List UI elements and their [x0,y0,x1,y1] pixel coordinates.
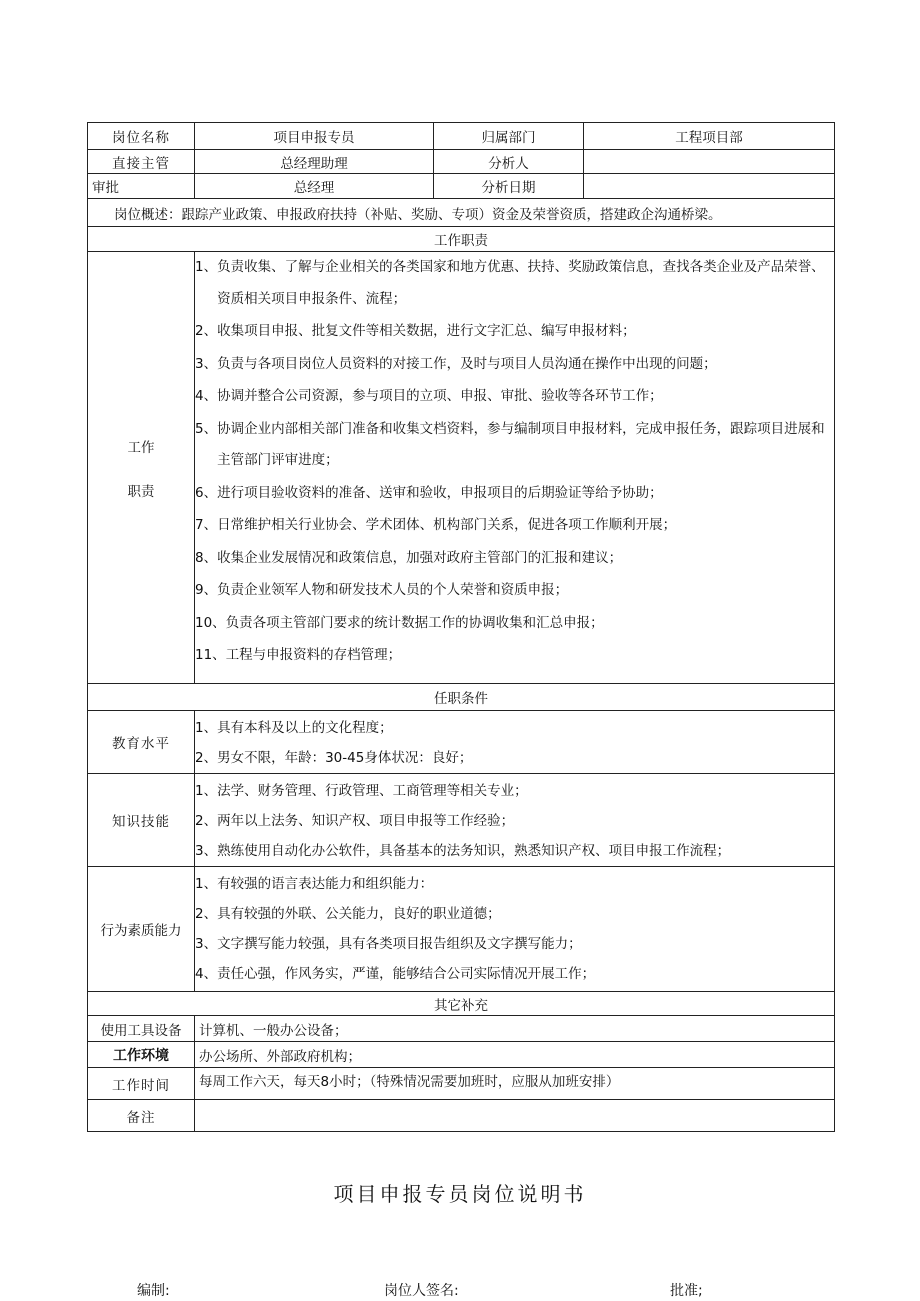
approval-label: 审批 [88,174,195,199]
item-number: 11、 [195,647,226,663]
item-number: 3、 [195,355,218,372]
item-text: 负责收集、了解与企业相关的各类国家和地方优惠、扶持、奖励政策信息，查找各类企业及产品荣誉、资质相关项目申报条件、流程； [217,259,825,307]
list-item [195,959,828,989]
requirements-section-title: 任职条件 [88,684,835,711]
hours-row [88,1068,835,1100]
item-text: 负责与各项目岗位人员资料的对接工作，及时与项目人员沟通在操作中出现的问题； [217,355,717,372]
item-text: 男女不限，年龄：30-45身体状况：良好； [217,750,473,766]
item-number: 8、 [195,549,218,566]
list-item [195,510,828,542]
hours-label: 工作时间 [88,1068,195,1100]
list-item [195,316,828,348]
list-item [195,252,828,315]
item-text: 工程与申报资料的存档管理； [225,647,402,663]
education-items [195,711,835,774]
duties-heading-row [88,227,835,252]
item-number: 9、 [195,582,218,598]
list-item [195,381,828,413]
item-number: 4、 [195,388,218,404]
tools-label: 使用工具设备 [88,1016,195,1042]
environment-value: 办公场所、外部政府机构； [195,1042,835,1068]
list-item [195,478,828,510]
item-number: 4、 [195,966,218,982]
item-text: 收集企业发展情况和政策信息，加强对政府主管部门的汇报和建议； [217,549,623,566]
duties-label [88,252,195,684]
signature-holder: 岗位人签名: [384,1283,459,1299]
item-number: 1、 [195,876,218,892]
duties-label-line1: 工作 [127,439,155,456]
post-name-label: 岗位名称 [88,123,195,150]
approval-value: 总经理 [195,174,434,199]
supervisor-value: 总经理助理 [195,150,434,174]
list-item [195,929,828,959]
remarks-value [195,1100,835,1132]
item-number: 3、 [195,936,218,952]
item-text: 协调并整合公司资源，参与项目的立项、申报、审批、验收等各环节工作； [217,388,663,404]
list-item [195,575,828,607]
education-label: 教育水平 [88,711,195,774]
item-number: 1、 [195,720,218,736]
item-text: 有较强的语言表达能力和组织能力： [217,876,434,892]
others-heading-row [88,992,835,1016]
environment-label: 工作环境 [88,1042,195,1068]
item-text: 法学、财务管理、行政管理、工商管理等相关专业； [217,783,528,799]
analyst-label: 分析人 [434,150,584,174]
list-item [195,640,828,672]
item-number: 5、 [195,420,218,437]
item-text: 文字撰写能力较强，具有各类项目报告组织及文字撰写能力； [217,936,582,952]
others-section-title: 其它补充 [88,992,835,1016]
remarks-label: 备注 [88,1100,195,1132]
list-item [195,743,828,773]
duty-items [195,252,828,683]
dept-value: 工程项目部 [584,123,835,150]
item-number: 2、 [195,323,218,339]
item-text: 收集项目申报、批复文件等相关数据，进行文字汇总、编写申报材料； [217,323,636,339]
list-item [195,899,828,929]
duties-list [195,252,835,684]
item-text: 负责企业领军人物和研发技术人员的个人荣誉和资质申报； [217,582,569,598]
signature-approved: 批准; [670,1283,703,1299]
document-title: 项目申报专员岗位说明书 [333,1182,587,1206]
item-number: 1、 [195,783,218,799]
item-number: 2、 [195,750,218,766]
item-text: 负责各项主管部门要求的统计数据工作的协调收集和汇总申报； [225,614,604,631]
list-item [195,543,828,575]
item-number: 10、 [195,614,226,631]
list-item [195,776,828,806]
skills-label: 知识技能 [88,774,195,867]
behavior-items [195,867,835,992]
requirements-heading-row [88,684,835,711]
hours-value: 每周工作六天，每天8小时；（特殊情况需要加班时，应服从加班安排） [195,1068,835,1100]
tools-value: 计算机、一般办公设备； [195,1016,835,1042]
duties-label-line2: 职责 [127,483,155,500]
item-number: 2、 [195,906,218,922]
education-row [88,711,835,774]
item-text: 进行项目验收资料的准备、送审和验收，申报项目的后期验证等给予协助； [217,484,663,501]
list-item [195,869,828,899]
header-row-supervisor [88,150,835,174]
dept-label: 归属部门 [434,123,584,150]
item-number: 7、 [195,517,218,533]
behavior-row [88,867,835,992]
environment-row [88,1042,835,1068]
skills-row [88,774,835,867]
post-name-value: 项目申报专员 [195,123,434,150]
behavior-label: 行为素质能力 [88,867,195,992]
duties-row [88,252,835,684]
item-text: 具有较强的外联、公关能力，良好的职业道德； [217,906,501,922]
list-item [195,349,828,381]
list-item [195,836,828,866]
header-row-post [88,123,835,150]
item-number: 3、 [195,843,218,859]
tools-row [88,1016,835,1042]
list-item [195,806,828,836]
job-description-table [87,122,835,1132]
item-number: 6、 [195,484,218,501]
item-text: 责任心强，作风务实，严谨，能够结合公司实际情况开展工作； [217,966,596,982]
item-text: 熟练使用自动化办公软件，具备基本的法务知识，熟悉知识产权、项目申报工作流程； [217,843,731,859]
overview-row [88,199,835,227]
item-text: 两年以上法务、知识产权、项目申报等工作经验； [217,813,515,829]
item-number: 2、 [195,813,218,829]
item-text: 具有本科及以上的文化程度； [217,720,393,736]
post-overview: 岗位概述：跟踪产业政策、申报政府扶持（补贴、奖励、专项）资金及荣誉资质，搭建政企沟通桥梁。 [88,199,835,227]
skills-items [195,774,835,867]
remarks-row [88,1100,835,1132]
list-item [195,608,828,640]
item-text: 日常维护相关行业协会、学术团体、机构部门关系，促进各项工作顺利开展； [217,517,677,533]
signature-prepared: 编制: [137,1283,170,1299]
header-row-approval [88,174,835,199]
analysis-date-label: 分析日期 [434,174,584,199]
item-text: 协调企业内部相关部门准备和收集文档资料，参与编制项目申报材料，完成申报任务，跟踪项目进展和主管部门评审进度； [217,420,825,468]
analysis-date-value [584,174,835,199]
analyst-value [584,150,835,174]
list-item [195,414,828,477]
item-number: 1、 [195,259,218,275]
supervisor-label: 直接主管 [88,150,195,174]
list-item [195,713,828,743]
duties-section-title: 工作职责 [88,227,835,252]
